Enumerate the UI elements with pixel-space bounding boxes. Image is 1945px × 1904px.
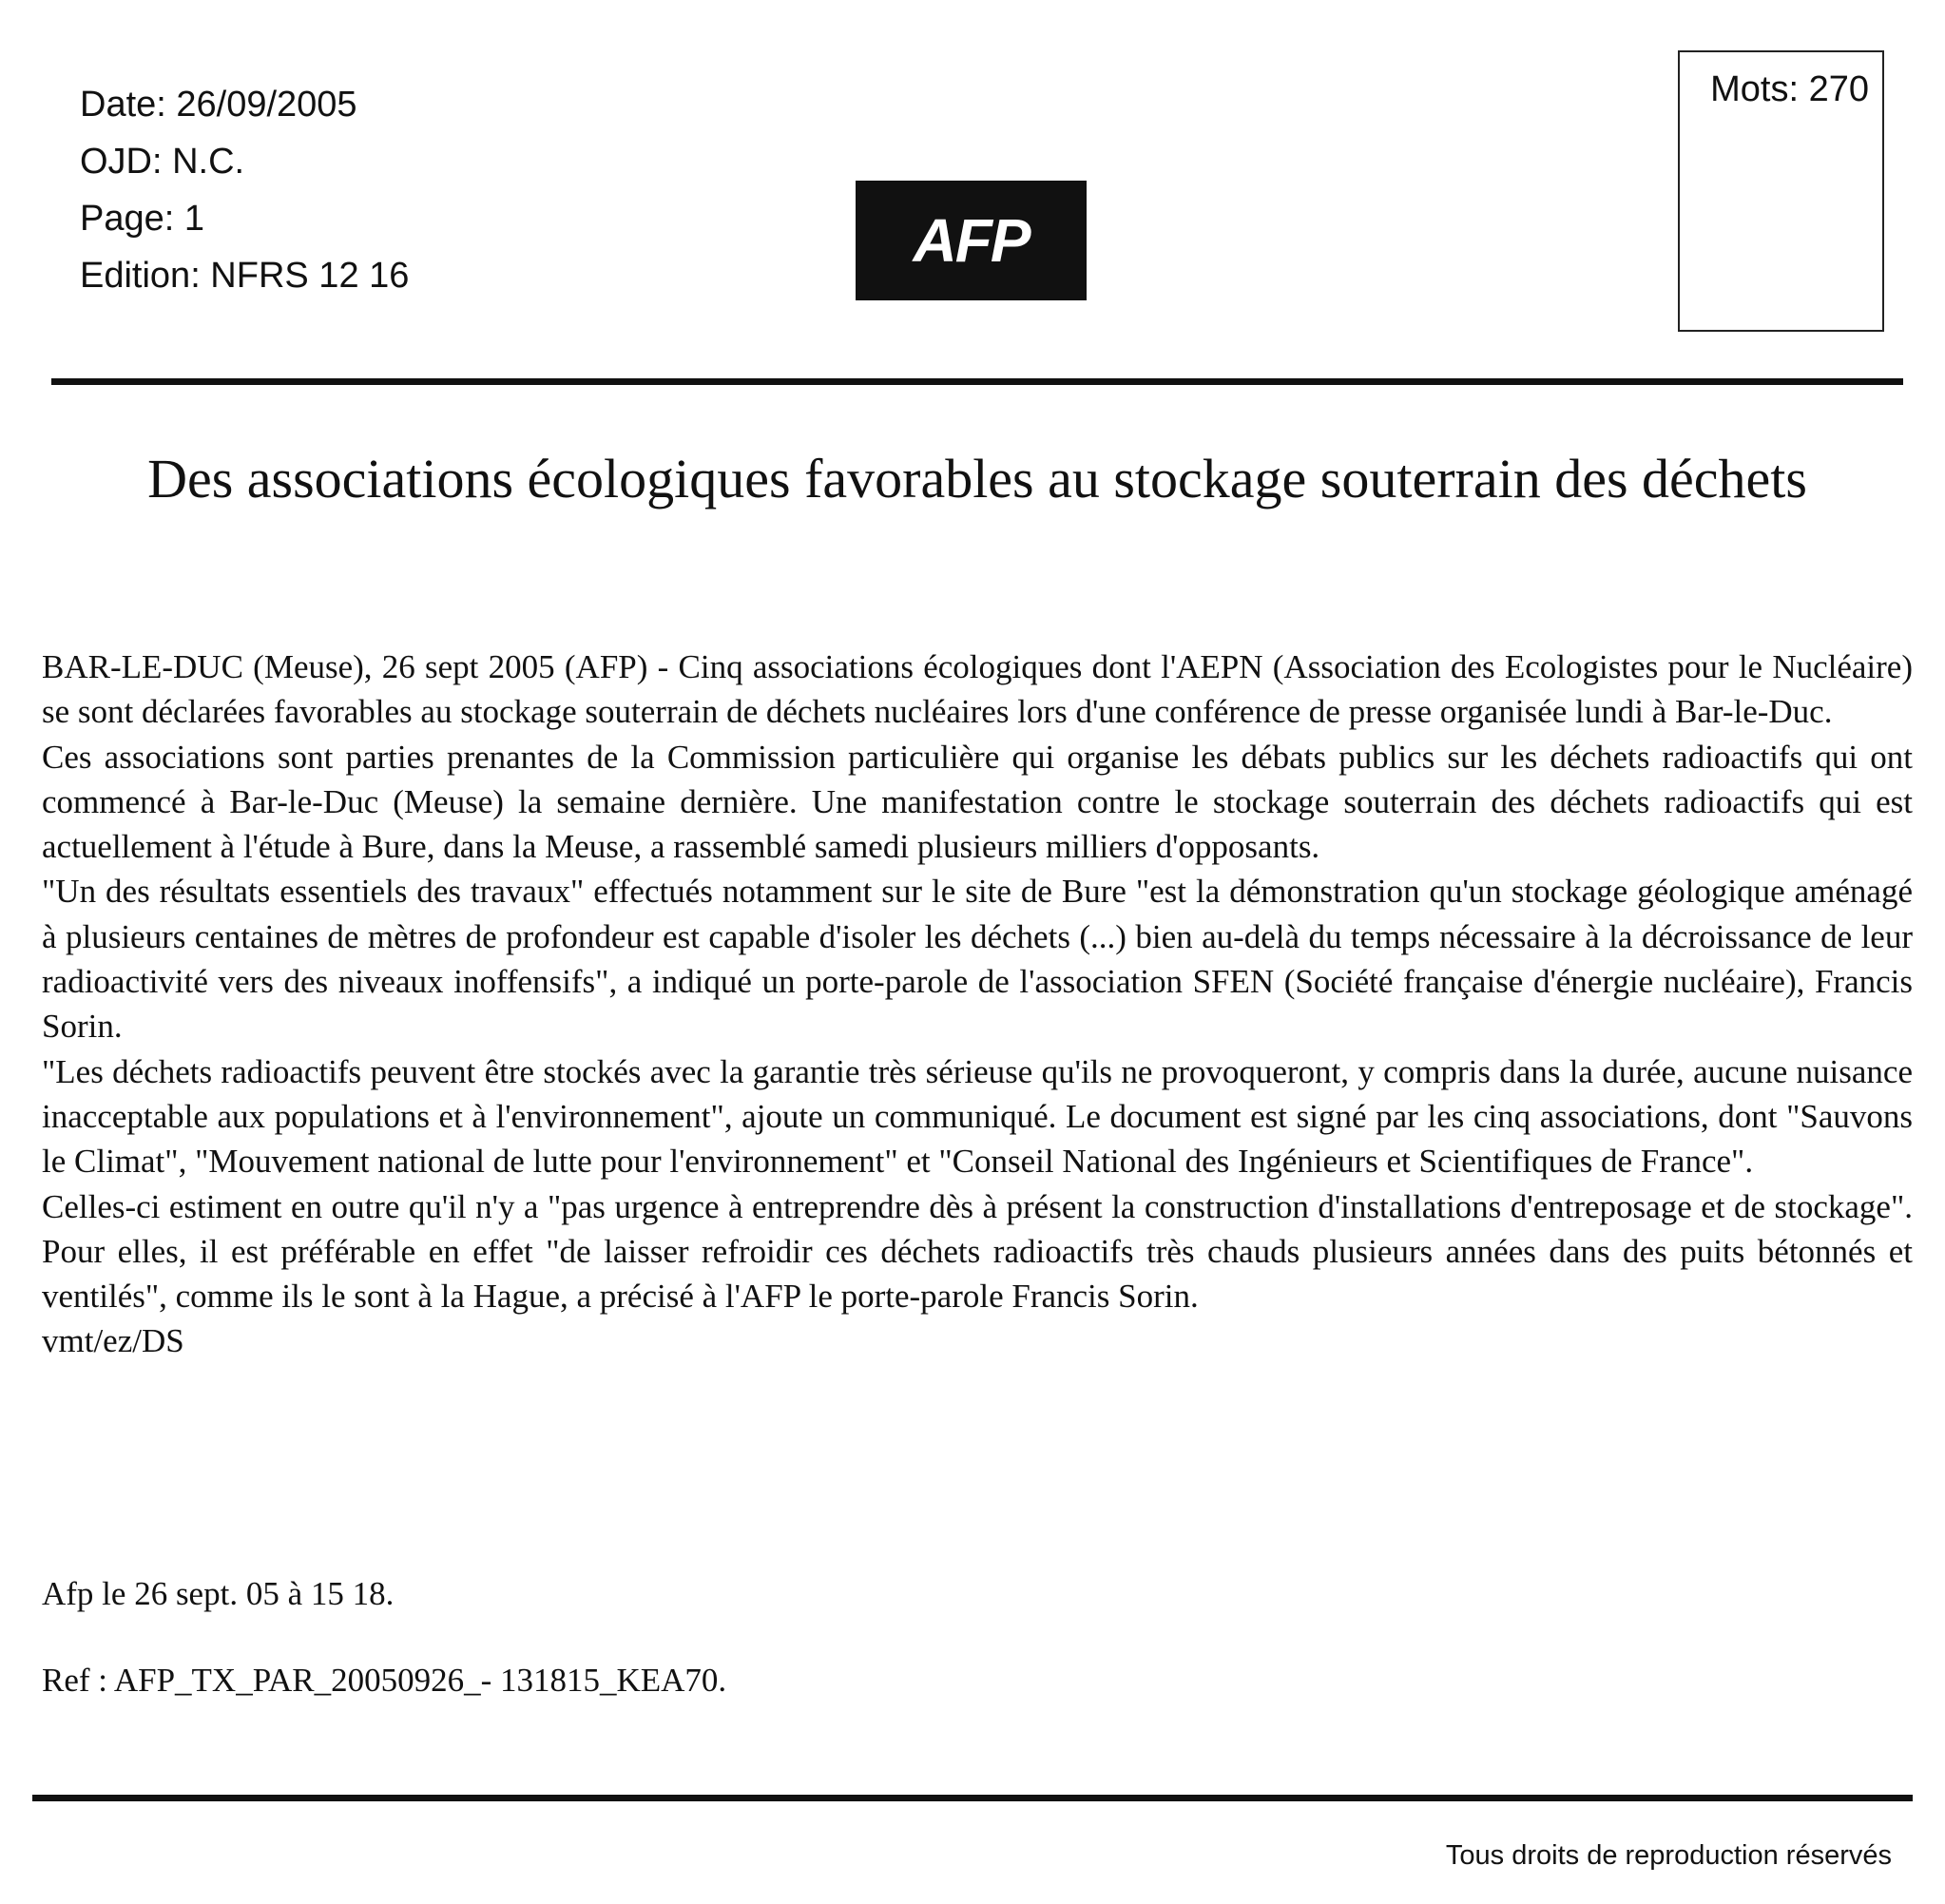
paragraph-lead: BAR-LE-DUC (Meuse), 26 sept 2005 (AFP) - Cinq associations écologiques dont l'AEPN (Association des Ecologistes pour le Nucléaire) se sont déclarées favorables au stockage souterrain de déchets nucléaires lors d'une conférence de presse organisée lundi à Bar-le-Duc. [42,648,1913,731]
paragraph-urgence: Celles-ci estiment en outre qu'il n'y a "pas urgence à entreprendre dès à présent la construction d'installations d'entreposage et de stockage". Pour elles, il est préférable en effet "de laisser refroidir ces déchets radioactifs très chauds plusieurs années dans des puits bétonnés et ventilés", comme ils le sont à la Hague, a précisé à l'AFP le porte-parole Francis Sorin. [42,1187,1913,1316]
afp-logo [856,181,1087,300]
top-divider [51,378,1903,385]
page-line: Page: 1 [80,199,204,239]
ojd-line: OJD: N.C. [80,142,245,182]
date-line: Date: 26/09/2005 [80,85,357,125]
bottom-divider [32,1795,1913,1801]
paragraph-sfen-quote: "Un des résultats essentiels des travaux" effectués notamment sur le site de Bure "est la démonstration qu'un stockage géologique aménagé à plusieurs centaines de mètres de profondeur est capable d'isoler les déchets (...) bien au-delà du temps nécessaire à la décroissance de leur radioactivité vers des niveaux inoffensifs", a indiqué un porte-parole de l'association SFEN (Société française d'énergie nucléaire), Francis Sorin. [42,873,1913,1046]
wire-dateline: Afp le 26 sept. 05 à 15 18. [42,1575,395,1612]
article-signoff: vmt/ez/DS [42,1322,184,1360]
article-body [42,644,1913,1364]
word-count-box [1678,50,1884,332]
article-headline: Des associations écologiques favorables au stockage souterrain des déchets [147,448,1807,510]
afp-logo-text: AFP [913,206,1030,275]
document-metadata [80,76,409,304]
paragraph-communique: "Les déchets radioactifs peuvent être stockés avec la garantie très sérieuse qu'ils ne provoqueront, y compris dans la durée, aucune nuisance inacceptable aux populations et à l'environnement", ajoute un communiqué. Le document est signé par les cinq associations, dont "Sauvons le Climat", "Mouvement national de lutte pour l'environnement" et "Conseil National des Ingénieurs et Scientifiques de France". [42,1052,1913,1181]
paragraph-commission: Ces associations sont parties prenantes de la Commission particulière qui organise les débats publics sur les déchets radioactifs qui ont commencé à Bar-le-Duc (Meuse) la semaine dernière. Une manifestation contre le stockage souterrain des déchets radioactifs qui est actuellement à l'étude à Bure, dans la Meuse, a rassemblé samedi plusieurs milliers d'opposants. [42,738,1913,866]
copyright-notice: Tous droits de reproduction réservés [1445,1840,1892,1871]
word-count: Mots: 270 [1710,69,1869,109]
edition-line: Edition: NFRS 12 16 [80,256,410,296]
wire-reference: Ref : AFP_TX_PAR_20050926_- 131815_KEA70. [42,1662,727,1699]
